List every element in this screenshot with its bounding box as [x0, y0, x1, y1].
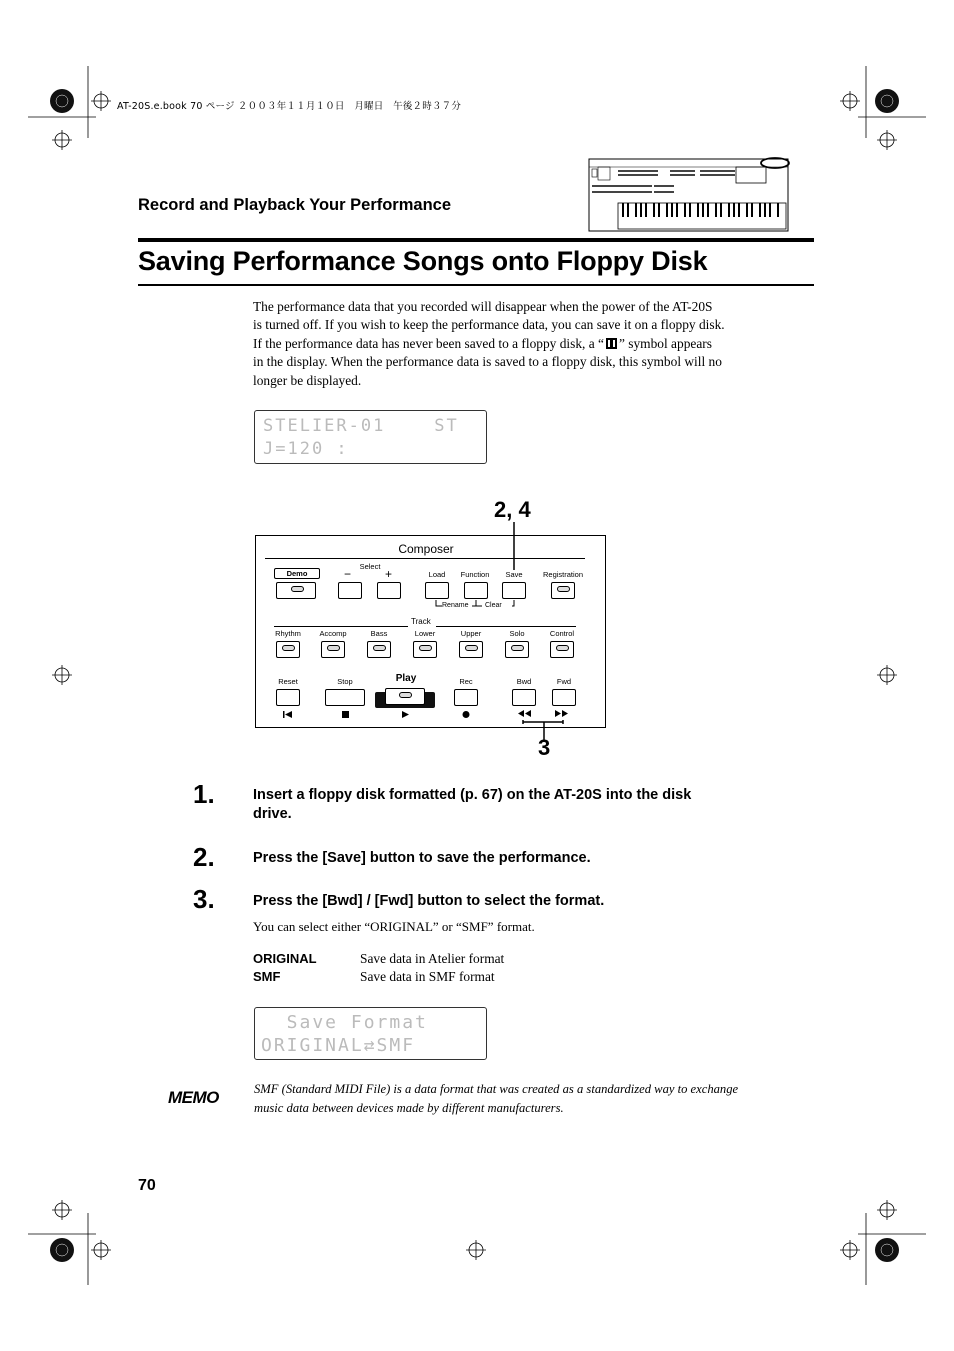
- minus-label: −: [344, 567, 352, 581]
- track-rhythm-label: Rhythm: [275, 629, 301, 638]
- lcd-line-2: J=120 :: [263, 439, 349, 459]
- track-solo-label: Solo: [509, 629, 525, 638]
- function-label: Function: [460, 570, 490, 579]
- registration-button[interactable]: [551, 582, 575, 599]
- save-button[interactable]: [502, 582, 526, 599]
- callout-step-3: 3: [538, 735, 551, 760]
- track-bass-button[interactable]: [367, 641, 391, 658]
- memo-text: SMF (Standard MIDI File) is a data format that was created as a standardized way to exchange music data between devices made by different manufacturers.: [254, 1082, 739, 1115]
- track-upper-button[interactable]: [459, 641, 483, 658]
- play-button[interactable]: [385, 688, 425, 705]
- step-3-note: You can select either “ORIGINAL” or “SMF” format.: [253, 919, 535, 934]
- transport-icons: [256, 708, 606, 724]
- reset-icon: [283, 711, 285, 718]
- intro-line: The performance data that you recorded will disappear when the power of the AT-20S: [253, 299, 713, 314]
- clear-label: Clear: [485, 602, 502, 609]
- select-minus-button[interactable]: [338, 582, 362, 599]
- lcd-display-format: [254, 1007, 487, 1060]
- track-solo-button[interactable]: [505, 641, 529, 658]
- demo-button[interactable]: [276, 582, 316, 599]
- lcd-display-song: [254, 410, 487, 464]
- step-3-text: Press the [Bwd] / [Fwd] button to select the format.: [253, 893, 605, 909]
- format-smf-key: SMF: [253, 969, 281, 984]
- track-accomp-label: Accomp: [319, 629, 347, 638]
- track-rhythm-button[interactable]: [276, 641, 300, 658]
- format-smf-value: Save data in SMF format: [360, 969, 495, 984]
- load-button[interactable]: [425, 582, 449, 599]
- select-plus-button[interactable]: [377, 582, 401, 599]
- rename-label: Rename: [442, 602, 469, 609]
- intro-line: longer be displayed.: [253, 372, 362, 388]
- save-label: Save: [505, 570, 523, 579]
- organ-panel-thumbnail: [588, 155, 792, 233]
- step-1-number: 1.: [193, 779, 215, 809]
- play-icon: [402, 711, 409, 718]
- unsaved-symbol-icon: [606, 338, 617, 349]
- intro-line: in the display. When the performance data is saved to a floppy disk, this symbol will no: [253, 354, 722, 370]
- reset-button[interactable]: [276, 689, 300, 706]
- reset-label: Reset: [278, 677, 298, 686]
- stop-icon: [342, 711, 349, 718]
- intro-line: is turned off. If you wish to keep the performance data, you can save it on a floppy disk.: [253, 317, 725, 333]
- select-label: Select: [359, 562, 381, 571]
- rec-label: Rec: [459, 677, 473, 686]
- fwd-button[interactable]: [552, 689, 576, 706]
- lcd-line-1: Save Format: [261, 1012, 428, 1033]
- play-label: Play: [395, 673, 417, 684]
- step-2-number: 2.: [193, 842, 215, 872]
- page-title: Saving Performance Songs onto Floppy Disk: [138, 246, 708, 276]
- lcd-line-2: ORIGINAL⇄SMF: [261, 1035, 416, 1056]
- track-accomp-button[interactable]: [321, 641, 345, 658]
- composer-panel: [255, 535, 606, 728]
- stop-button[interactable]: [325, 689, 365, 706]
- title-rule-bottom: [138, 284, 814, 286]
- bwd-label: Bwd: [516, 677, 532, 686]
- function-button[interactable]: [464, 582, 488, 599]
- file-meta: AT-20S.e.book 70 ページ ２００３年１１月１０日 月曜日 午後２時３７分: [117, 101, 462, 112]
- registration-label: Registration: [542, 570, 584, 579]
- rec-icon: [463, 711, 470, 718]
- bwd-button[interactable]: [512, 689, 536, 706]
- format-original-value: Save data in Atelier format: [360, 951, 505, 966]
- rewind-icon: [518, 710, 531, 717]
- format-original-key: ORIGINAL: [253, 951, 317, 966]
- track-label: Track: [411, 617, 431, 626]
- page-number: 70: [138, 1177, 156, 1194]
- track-lower-label: Lower: [414, 629, 436, 638]
- track-control-label: Control: [549, 629, 575, 638]
- callout-steps-2-4: 2, 4: [494, 497, 531, 522]
- demo-label: Demo: [274, 568, 320, 579]
- track-lower-button[interactable]: [413, 641, 437, 658]
- step-2-text: Press the [Save] button to save the performance.: [253, 850, 591, 866]
- reset-icon: [285, 711, 292, 718]
- load-label: Load: [428, 570, 446, 579]
- stop-label: Stop: [337, 677, 353, 686]
- composer-title: Composer: [398, 542, 454, 556]
- track-control-button[interactable]: [550, 641, 574, 658]
- intro-line: If the performance data has never been saved to a floppy disk, a “ ” symbol appears: [253, 335, 712, 351]
- lcd-line-1: STELIER-01 ST: [263, 416, 459, 436]
- step-3-number: 3.: [193, 884, 215, 914]
- intro-paragraph: [253, 298, 773, 390]
- section-heading: Record and Playback Your Performance: [138, 196, 452, 214]
- step-1-text: Insert a floppy disk formatted (p. 67) on the AT-20S into the disk drive.: [253, 787, 692, 822]
- track-bass-label: Bass: [370, 629, 388, 638]
- fwd-label: Fwd: [556, 677, 572, 686]
- track-upper-label: Upper: [460, 629, 482, 638]
- fast-forward-icon: [555, 710, 568, 717]
- plus-label: +: [385, 567, 393, 581]
- rec-button[interactable]: [454, 689, 478, 706]
- title-rule-top: [138, 238, 814, 242]
- memo-icon: MEMO: [168, 1088, 219, 1107]
